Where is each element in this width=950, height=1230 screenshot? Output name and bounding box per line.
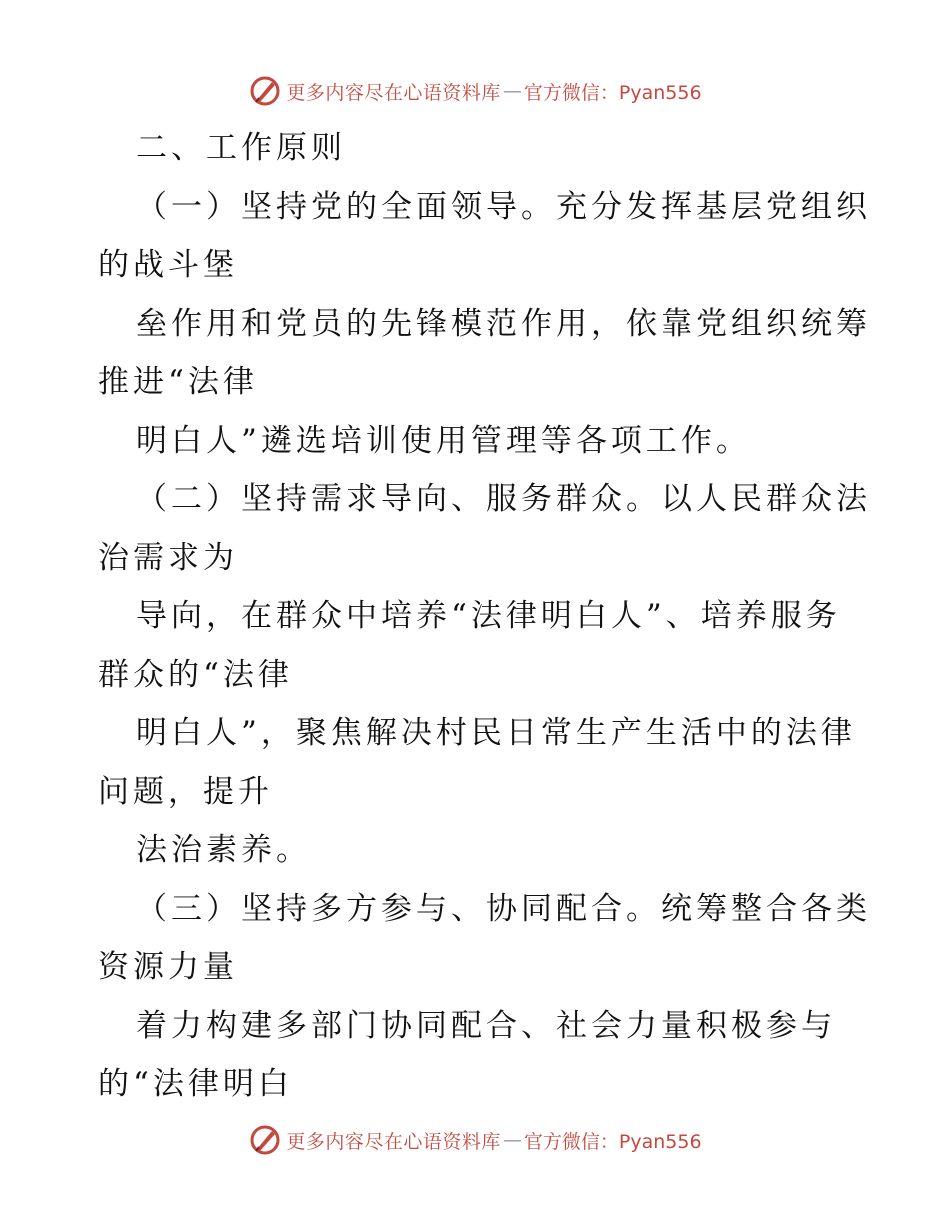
document-line: 二、工作原则 [136,130,346,166]
document-line: 垒作用和党员的先锋模范作用，依靠党组织统筹 [136,305,871,342]
watermark-separator: — [502,1129,522,1151]
document-line: （一）坚持党的全面领导。充分发挥基层党组织 [136,188,871,225]
page-footer-watermark [0,1120,950,1160]
document-line: 明白人”，聚焦解决村民日常生产生活中的法律 [136,715,856,751]
quill-logo-icon [248,74,282,108]
watermark-text: 更多内容尽在心语资料库 [286,1130,501,1153]
document-line: 群众的“法律 [98,656,293,693]
document-line: 资源力量 [98,949,238,985]
document-body [98,119,871,1114]
watermark-text: 更多内容尽在心语资料库 [286,81,501,104]
watermark-separator: — [502,80,522,102]
document-line: 的战斗堡 [98,247,238,283]
watermark-contact: 官方微信：Pyan556 [523,81,702,104]
document-line: 的“法律明白 [98,1066,293,1102]
document-line: （三）坚持多方参与、协同配合。统筹整合各类 [136,890,871,927]
document-line: 着力构建多部门协同配合、社会力量积极参与 [136,1007,836,1044]
document-line: 问题，提升 [98,773,273,810]
document-line: 治需求为 [98,539,238,576]
document-line: 推进“法律 [98,364,258,400]
quill-logo-icon [248,1123,282,1157]
document-line: （二）坚持需求导向、服务群众。以人民群众法 [136,481,871,517]
document-line: 法治素养。 [136,832,311,868]
watermark-contact: 官方微信：Pyan556 [523,1130,702,1153]
page-header-watermark [0,71,950,111]
document-line: 明白人”遴选培训使用管理等各项工作。 [136,422,751,459]
document-line: 导向，在群众中培养“法律明白人”、培养服务 [136,598,841,634]
